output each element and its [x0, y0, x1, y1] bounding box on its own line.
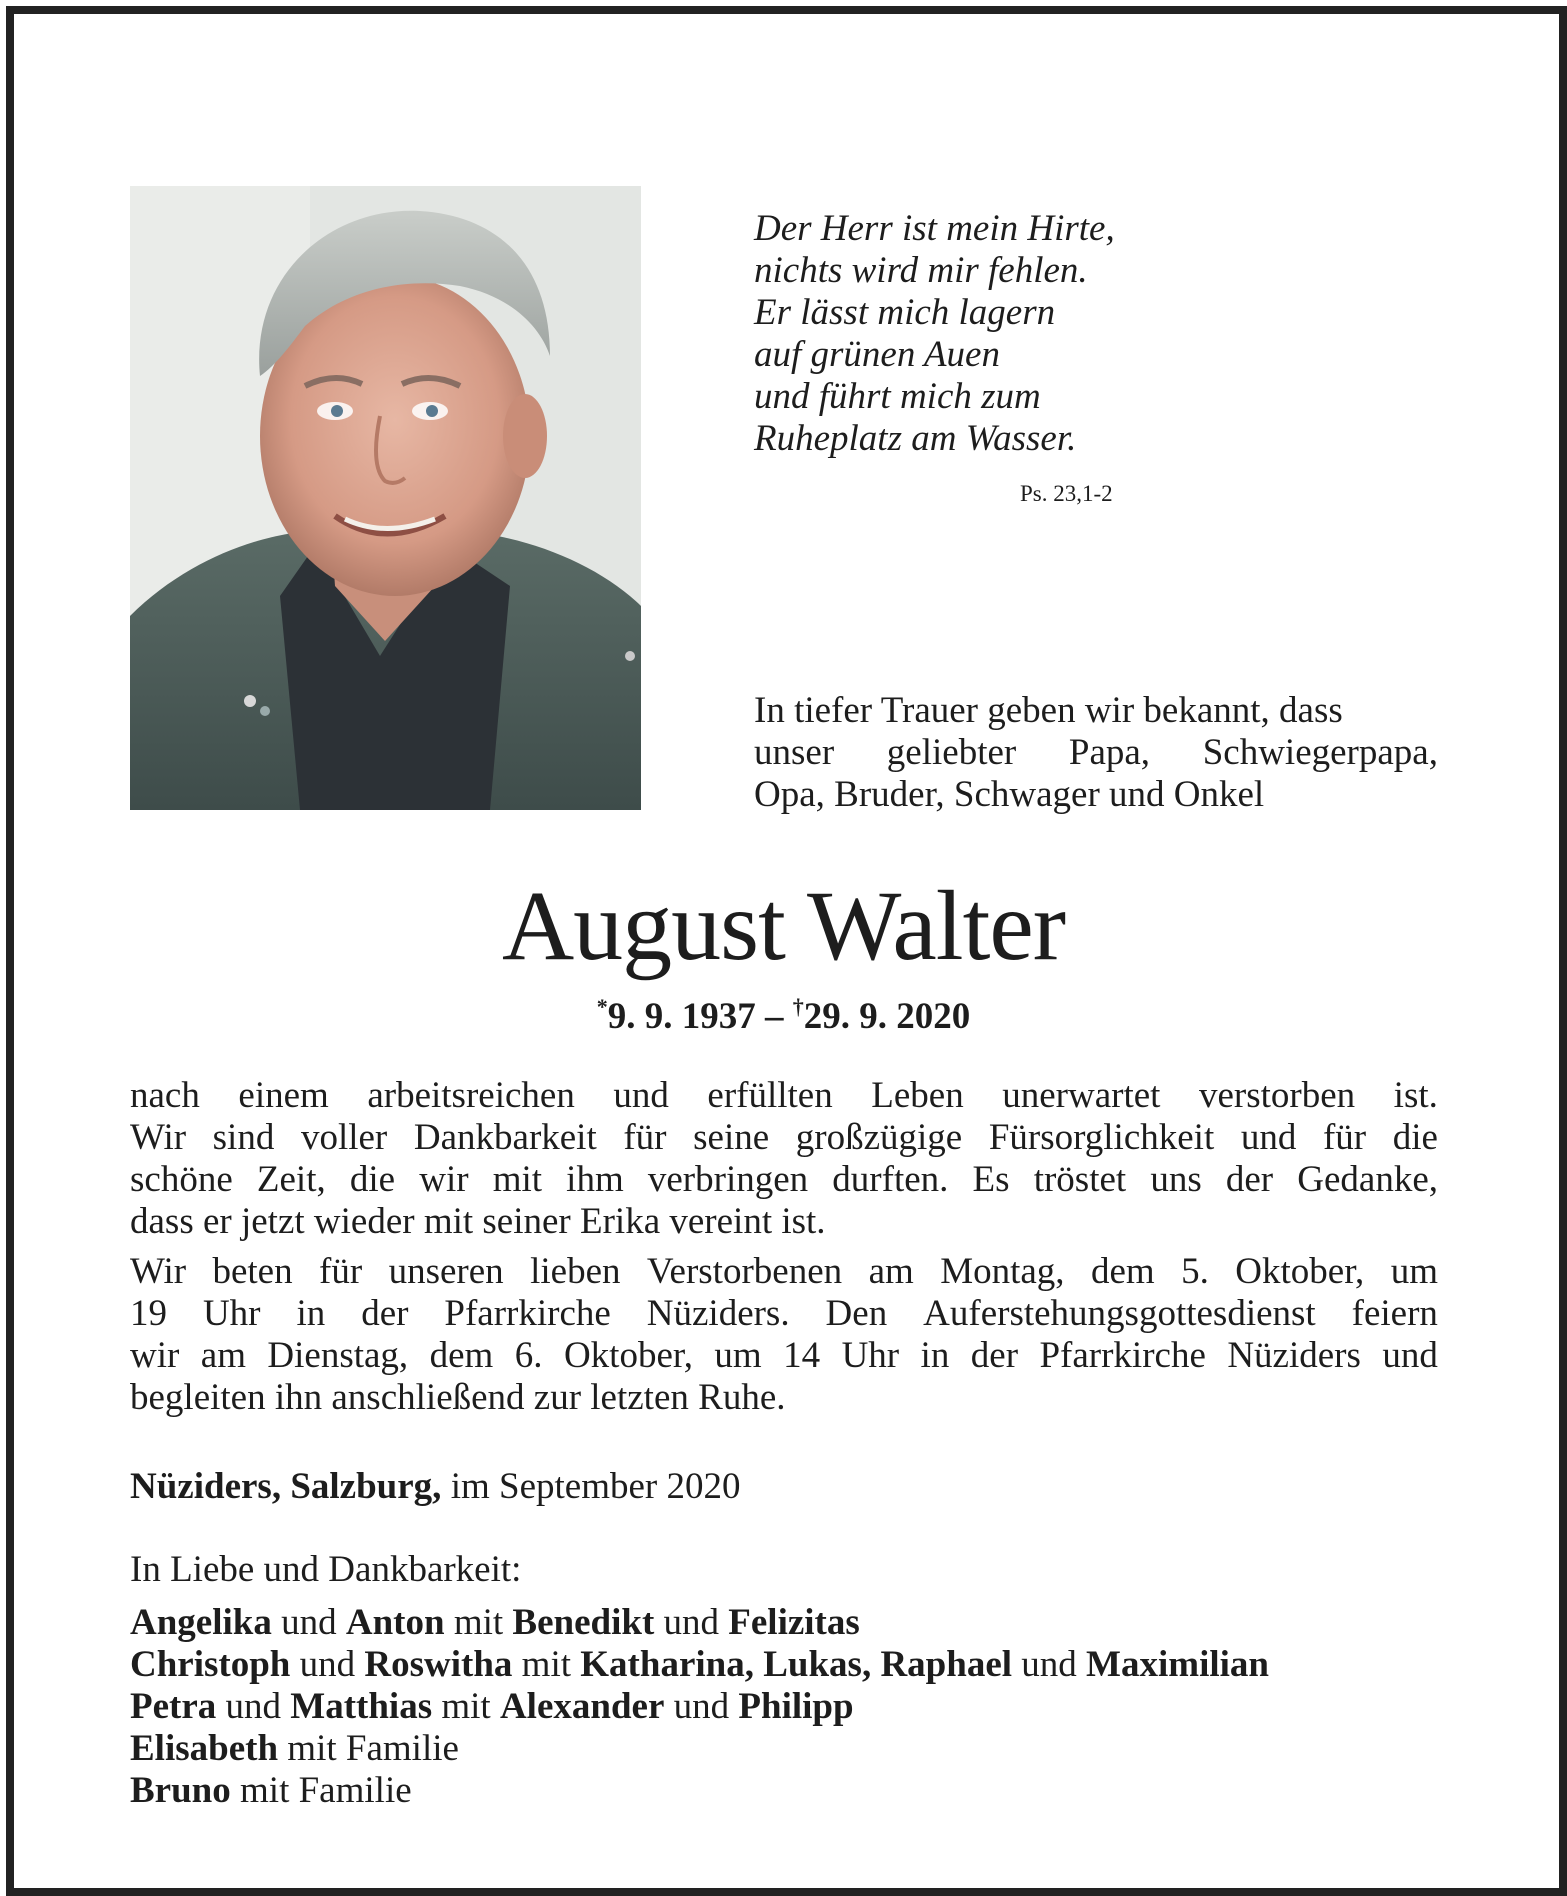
word: großzügige: [795, 1117, 963, 1158]
word: Zeit,: [256, 1159, 326, 1200]
word: uns: [1150, 1159, 1202, 1200]
announcement-intro: [754, 690, 1438, 816]
word: unseren: [388, 1251, 504, 1292]
word: Oktober,: [563, 1335, 693, 1376]
word: am: [200, 1335, 246, 1376]
word: Fürsorglichkeit: [988, 1117, 1215, 1158]
family-name: Maximilian: [1086, 1644, 1269, 1685]
justified-line: [130, 1117, 1438, 1159]
word: erfüllten: [707, 1075, 833, 1116]
word: und: [1382, 1335, 1438, 1376]
psalm-line: auf grünen Auen: [754, 334, 1000, 375]
word: Oktober,: [1235, 1251, 1365, 1292]
connector: und: [654, 1602, 729, 1643]
word: Verstorbenen: [646, 1251, 843, 1292]
family-name: Angelika: [130, 1602, 272, 1643]
word: feiern: [1351, 1293, 1438, 1334]
word: 6.: [514, 1335, 543, 1376]
word: dem: [429, 1335, 494, 1376]
intro-line: In tiefer Trauer geben wir bekannt, dass: [754, 690, 1343, 731]
word: seine: [693, 1117, 770, 1158]
word: und: [1240, 1117, 1297, 1158]
closing-phrase: In Liebe und Dankbarkeit:: [130, 1549, 522, 1590]
psalm-reference: Ps. 23,1-2: [1020, 481, 1113, 506]
family-name: Matthias: [290, 1686, 433, 1727]
word: Uhr: [841, 1335, 900, 1376]
family-line: [130, 1686, 1269, 1728]
word: Auferstehungsgottesdienst: [923, 1293, 1316, 1334]
word: voller: [300, 1117, 388, 1158]
word: ist.: [1393, 1075, 1438, 1116]
word: Leben: [871, 1075, 964, 1116]
place-names: Nüziders, Salzburg,: [130, 1466, 442, 1507]
word: und: [613, 1075, 669, 1116]
intro-word: Schwiegerpapa,: [1202, 732, 1438, 773]
place-date: [130, 1465, 740, 1508]
connector: und: [1012, 1644, 1087, 1685]
word: Wir: [130, 1117, 187, 1158]
word: Wir: [130, 1251, 187, 1292]
word: dem: [1090, 1251, 1155, 1292]
word: der: [361, 1293, 409, 1334]
word: 5.: [1181, 1251, 1209, 1292]
word: Nüziders.: [646, 1293, 790, 1334]
justified-line: [130, 1159, 1438, 1201]
word: Pfarrkirche: [1039, 1335, 1206, 1376]
word: nach: [130, 1075, 200, 1116]
portrait-photo: [130, 186, 641, 810]
word: 14: [783, 1335, 821, 1376]
family-name: Bruno: [130, 1770, 231, 1811]
birth-symbol: *: [596, 994, 608, 1019]
word: am: [868, 1251, 914, 1292]
word: für: [1322, 1117, 1367, 1158]
family-name: Felizitas: [728, 1602, 860, 1643]
obituary-body: [130, 1075, 1438, 1427]
word: Montag,: [940, 1251, 1065, 1292]
word: in: [296, 1293, 326, 1334]
family-name: Alexander: [499, 1686, 665, 1727]
word: tröstet: [1033, 1159, 1127, 1200]
family-name: Anton: [345, 1602, 445, 1643]
word: Gedanke,: [1297, 1159, 1438, 1200]
word: Dankbarkeit: [413, 1117, 597, 1158]
family-name: Christoph: [130, 1644, 291, 1685]
word: 19: [130, 1293, 167, 1334]
justified-line: [130, 1335, 1438, 1377]
family-line: [130, 1770, 1269, 1812]
text-line: begleiten ihn anschließend zur letzten Ruhe.: [130, 1377, 786, 1418]
word: Nüziders: [1227, 1335, 1361, 1376]
word: um: [1390, 1251, 1438, 1292]
psalm-line: Ruheplatz am Wasser.: [754, 418, 1077, 459]
connector: mit: [512, 1644, 581, 1685]
word: für: [623, 1117, 667, 1158]
connector: und: [216, 1686, 291, 1727]
connector: mit: [444, 1602, 513, 1643]
word: in: [920, 1335, 950, 1376]
deceased-name: August Walter: [501, 870, 1066, 981]
family-name: Benedikt: [512, 1602, 655, 1643]
word: beten: [212, 1251, 293, 1292]
connector: mit Familie: [278, 1728, 459, 1769]
family-name: Roswitha: [364, 1644, 513, 1685]
word: Pfarrkirche: [444, 1293, 611, 1334]
paragraph: [130, 1075, 1438, 1243]
word: Den: [825, 1293, 888, 1334]
birth-date: 9. 9. 1937: [607, 996, 756, 1037]
word: Es: [972, 1159, 1010, 1200]
life-dates: [0, 994, 1567, 1038]
justified-line: [130, 1075, 1438, 1117]
word: die: [349, 1159, 396, 1200]
word: die: [1392, 1117, 1438, 1158]
connector: und: [271, 1602, 346, 1643]
word: schöne: [130, 1159, 233, 1200]
word: einem: [238, 1075, 329, 1116]
family-line: [130, 1728, 1269, 1770]
connector: und: [290, 1644, 365, 1685]
word: wir: [419, 1159, 469, 1200]
word: der: [970, 1335, 1019, 1376]
word: Uhr: [202, 1293, 261, 1334]
word: der: [1225, 1159, 1274, 1200]
connector: mit Familie: [230, 1770, 412, 1811]
family-name: Philipp: [738, 1686, 854, 1727]
psalm-verse: [754, 208, 1154, 460]
intro-word: unser: [754, 732, 835, 773]
family-name: Petra: [130, 1686, 217, 1727]
intro-line: Opa, Bruder, Schwager und Onkel: [754, 774, 1265, 815]
family-line: [130, 1602, 1269, 1644]
justified-line: [130, 1251, 1438, 1293]
text-line: dass er jetzt wieder mit seiner Erika vereint ist.: [130, 1201, 826, 1242]
place-date-rest: im September 2020: [441, 1466, 741, 1507]
death-date: 29. 9. 2020: [803, 996, 971, 1037]
word: lieben: [530, 1251, 621, 1292]
paragraph: [130, 1251, 1438, 1419]
word: für: [319, 1251, 363, 1292]
word: verstorben: [1198, 1075, 1356, 1116]
family-line: [130, 1644, 1269, 1686]
word: arbeitsreichen: [367, 1075, 575, 1116]
word: sind: [212, 1117, 275, 1158]
word: wir: [130, 1335, 180, 1376]
word: verbringen: [647, 1159, 809, 1200]
intro-line: [754, 732, 1438, 774]
intro-word: Papa,: [1068, 732, 1151, 773]
family-name: Elisabeth: [130, 1728, 279, 1769]
psalm-line: Er lässt mich lagern: [754, 292, 1056, 333]
family-list: [130, 1602, 1269, 1812]
family-name: Katharina, Lukas, Raphael: [580, 1644, 1013, 1685]
word: Dienstag,: [267, 1335, 409, 1376]
justified-line: [130, 1293, 1438, 1335]
psalm-line: nichts wird mir fehlen.: [754, 250, 1088, 291]
word: durften.: [832, 1159, 949, 1200]
psalm-line: und führt mich zum: [754, 376, 1041, 417]
intro-word: geliebter: [886, 732, 1017, 773]
psalm-line: Der Herr ist mein Hirte,: [754, 208, 1115, 249]
date-separator: –: [755, 996, 793, 1037]
connector: und: [664, 1686, 739, 1727]
word: um: [714, 1335, 762, 1376]
connector: mit: [432, 1686, 500, 1727]
death-symbol: †: [792, 994, 804, 1019]
word: mit: [492, 1159, 543, 1200]
word: ihm: [566, 1159, 624, 1200]
word: unerwartet: [1002, 1075, 1161, 1116]
